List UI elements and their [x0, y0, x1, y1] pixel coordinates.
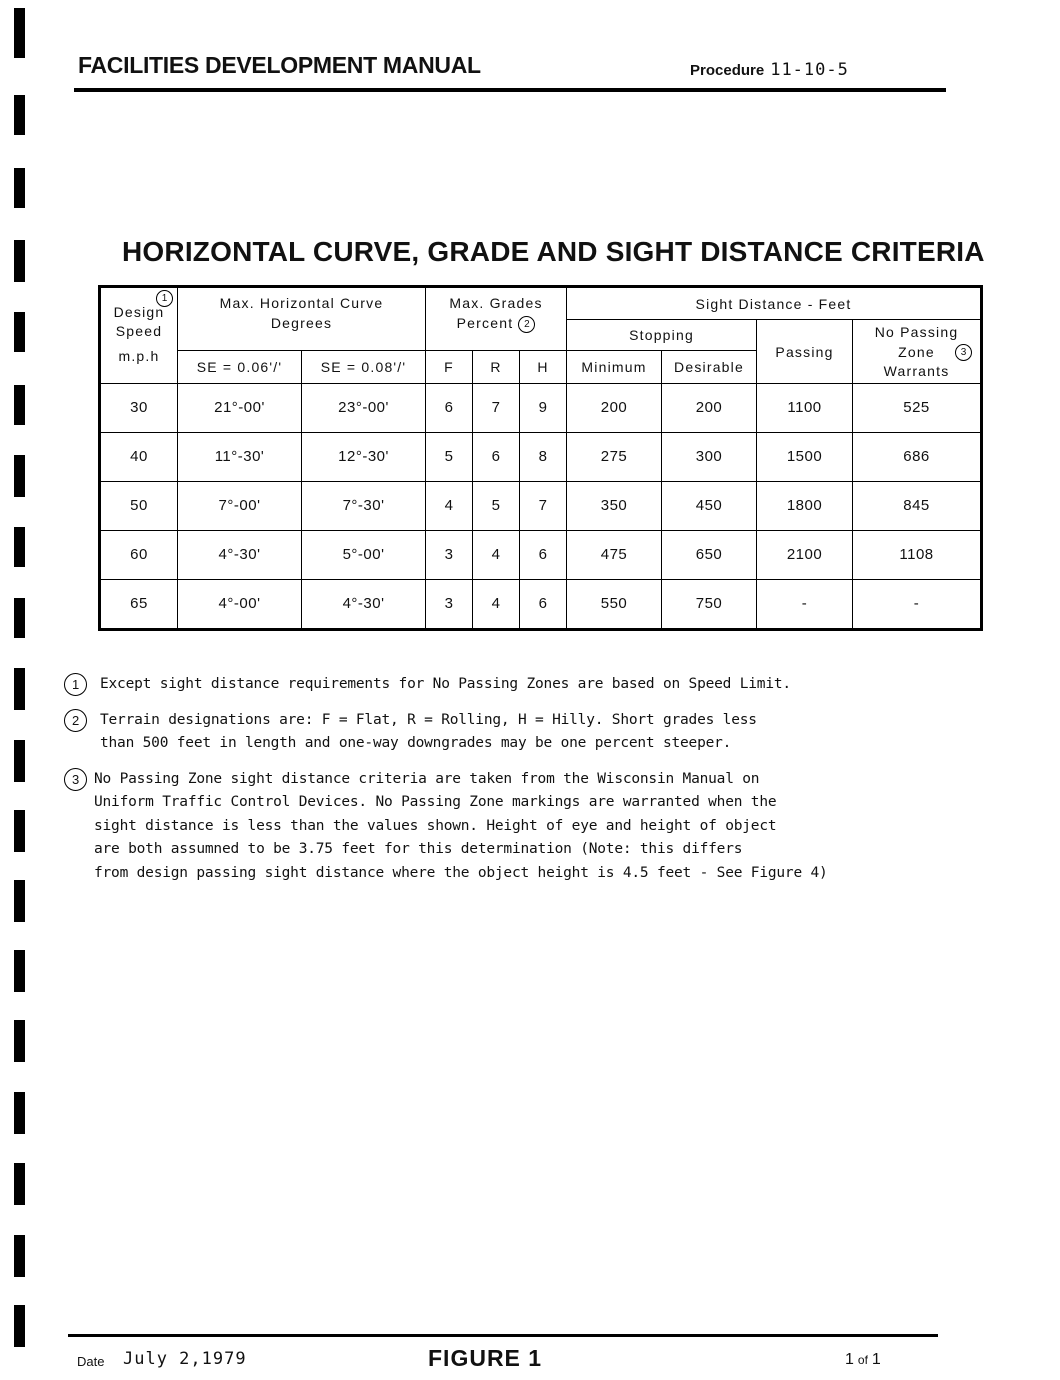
binder-mark [14, 668, 25, 710]
cell-passing: - [757, 580, 853, 630]
footer-rule [68, 1334, 938, 1337]
page-of: of [857, 1353, 868, 1367]
binder-mark [14, 385, 25, 425]
binder-mark [14, 312, 25, 352]
header-sight-distance: Sight Distance - Feet [567, 287, 982, 320]
page-current: 1 [845, 1351, 854, 1368]
cell-passing: 2100 [757, 531, 853, 580]
page-number [845, 1351, 881, 1369]
criteria-table-wrapper [98, 285, 980, 629]
binder-mark [14, 527, 25, 567]
header-design-speed [100, 287, 178, 384]
footnote-number-icon: 3 [64, 768, 87, 791]
cell-desirable: 300 [662, 433, 757, 482]
footnote-marker-2: 2 [518, 316, 535, 333]
cell-grade-h: 9 [520, 384, 567, 433]
footnotes [62, 673, 962, 897]
binder-mark [14, 1235, 25, 1277]
cell-se08: 23°-00' [302, 384, 426, 433]
binder-mark [14, 880, 25, 922]
max-grades-text: Max. Grades Percent [449, 295, 543, 331]
header-rule [74, 88, 946, 92]
header-grade-h: H [520, 351, 567, 384]
cell-grade-f: 6 [426, 384, 473, 433]
page-total: 1 [871, 1351, 881, 1368]
cell-passing: 1100 [757, 384, 853, 433]
table-row [100, 580, 982, 630]
cell-grade-r: 7 [473, 384, 520, 433]
cell-grade-r: 6 [473, 433, 520, 482]
cell-desirable: 650 [662, 531, 757, 580]
cell-no-passing: 525 [853, 384, 982, 433]
cell-passing: 1800 [757, 482, 853, 531]
cell-minimum: 275 [567, 433, 662, 482]
header-se-006: SE = 0.06'/' [178, 351, 302, 384]
cell-speed: 60 [100, 531, 178, 580]
cell-grade-r: 4 [473, 531, 520, 580]
cell-grade-r: 4 [473, 580, 520, 630]
cell-speed: 50 [100, 482, 178, 531]
binder-mark [14, 810, 25, 852]
header-grade-f: F [426, 351, 473, 384]
binder-mark [14, 1020, 25, 1062]
date-label: Date [77, 1354, 105, 1369]
cell-desirable: 750 [662, 580, 757, 630]
cell-desirable: 450 [662, 482, 757, 531]
footnote-2 [62, 709, 962, 756]
binder-mark [14, 1305, 25, 1347]
cell-grade-r: 5 [473, 482, 520, 531]
cell-se06: 4°-30' [178, 531, 302, 580]
footnote-3 [62, 768, 962, 886]
table-row [100, 531, 982, 580]
footnote-line: than 500 feet in length and one-way downgrades may be one percent steeper. [100, 735, 732, 751]
footnote-marker-3: 3 [955, 344, 972, 361]
warrants-text: Warrants [883, 362, 950, 379]
binder-mark [14, 8, 25, 58]
cell-no-passing: 1108 [853, 531, 982, 580]
header-minimum: Minimum [567, 351, 662, 384]
cell-speed: 30 [100, 384, 178, 433]
cell-grade-h: 6 [520, 580, 567, 630]
header-se-008: SE = 0.08'/' [302, 351, 426, 384]
cell-no-passing: - [853, 580, 982, 630]
binder-mark [14, 95, 25, 135]
footnote-number-icon: 2 [64, 709, 87, 732]
procedure-number: 11-10-5 [770, 60, 849, 80]
header-max-curve: Max. Horizontal Curve Degrees [178, 287, 426, 351]
footnote-line: sight distance is less than the values shown. Height of eye and height of object [94, 817, 777, 834]
cell-minimum: 350 [567, 482, 662, 531]
footnote-marker-1: 1 [156, 290, 173, 307]
binder-mark [14, 1092, 25, 1134]
design-speed-line1: Design [113, 304, 165, 320]
header-grade-r: R [473, 351, 520, 384]
header-passing: Passing [757, 320, 853, 384]
binder-mark [14, 1163, 25, 1205]
no-passing-text: No Passing Zone [874, 324, 959, 361]
header-stopping: Stopping [567, 320, 757, 351]
cell-grade-h: 8 [520, 433, 567, 482]
footnote-line: are both assumned to be 3.75 feet for this determination (Note: this differs [94, 841, 743, 857]
cell-grade-f: 3 [426, 531, 473, 580]
table-row [100, 384, 982, 433]
cell-se08: 5°-00' [302, 531, 426, 580]
procedure-label-text: Procedure [690, 62, 765, 79]
header-desirable: Desirable [662, 351, 757, 384]
cell-speed: 65 [100, 580, 178, 630]
cell-minimum: 475 [567, 531, 662, 580]
cell-passing: 1500 [757, 433, 853, 482]
figure-label: FIGURE 1 [428, 1345, 543, 1371]
table-row [100, 433, 982, 482]
binder-mark [14, 168, 25, 208]
design-speed-line2: Speed [115, 323, 163, 339]
cell-minimum: 550 [567, 580, 662, 630]
header-no-passing [853, 320, 982, 384]
cell-grade-h: 6 [520, 531, 567, 580]
binder-mark [14, 240, 25, 282]
table-row [100, 482, 982, 531]
cell-se08: 7°-30' [302, 482, 426, 531]
cell-se06: 21°-00' [178, 384, 302, 433]
manual-title: FACILITIES DEVELOPMENT MANUAL [78, 52, 481, 78]
cell-no-passing: 845 [853, 482, 982, 531]
binder-mark [14, 455, 25, 497]
cell-se06: 4°-00' [178, 580, 302, 630]
cell-minimum: 200 [567, 384, 662, 433]
cell-speed: 40 [100, 433, 178, 482]
cell-grade-f: 3 [426, 580, 473, 630]
footnote-line: Uniform Traffic Control Devices. No Passing Zone markings are warranted when the [94, 794, 777, 810]
footnote-line: from design passing sight distance where the object height is 4.5 feet - See Figure 4) [94, 864, 828, 881]
cell-grade-f: 5 [426, 433, 473, 482]
cell-se06: 11°-30' [178, 433, 302, 482]
design-speed-line3: m.p.h [118, 348, 160, 364]
footnote-1 [62, 673, 962, 697]
cell-se08: 12°-30' [302, 433, 426, 482]
date-value: July 2,1979 [123, 1349, 247, 1369]
criteria-table [98, 285, 983, 631]
cell-se08: 4°-30' [302, 580, 426, 630]
binder-mark [14, 740, 25, 782]
footnote-number-icon: 1 [64, 673, 87, 696]
binder-mark [14, 950, 25, 992]
cell-desirable: 200 [662, 384, 757, 433]
cell-grade-f: 4 [426, 482, 473, 531]
page-title: HORIZONTAL CURVE, GRADE AND SIGHT DISTANCE CRITERIA [122, 236, 985, 267]
header-max-grades [426, 287, 567, 351]
cell-no-passing: 686 [853, 433, 982, 482]
cell-se06: 7°-00' [178, 482, 302, 531]
footnote-line: Terrain designations are: F = Flat, R = Rolling, H = Hilly. Short grades less [100, 711, 757, 728]
footnote-line: Except sight distance requirements for No Passing Zones are based on Speed Limit. [100, 676, 791, 692]
footnote-line: No Passing Zone sight distance criteria are taken from the Wisconsin Manual on [94, 770, 760, 787]
binder-mark [14, 598, 25, 638]
procedure-label [690, 60, 849, 80]
cell-grade-h: 7 [520, 482, 567, 531]
